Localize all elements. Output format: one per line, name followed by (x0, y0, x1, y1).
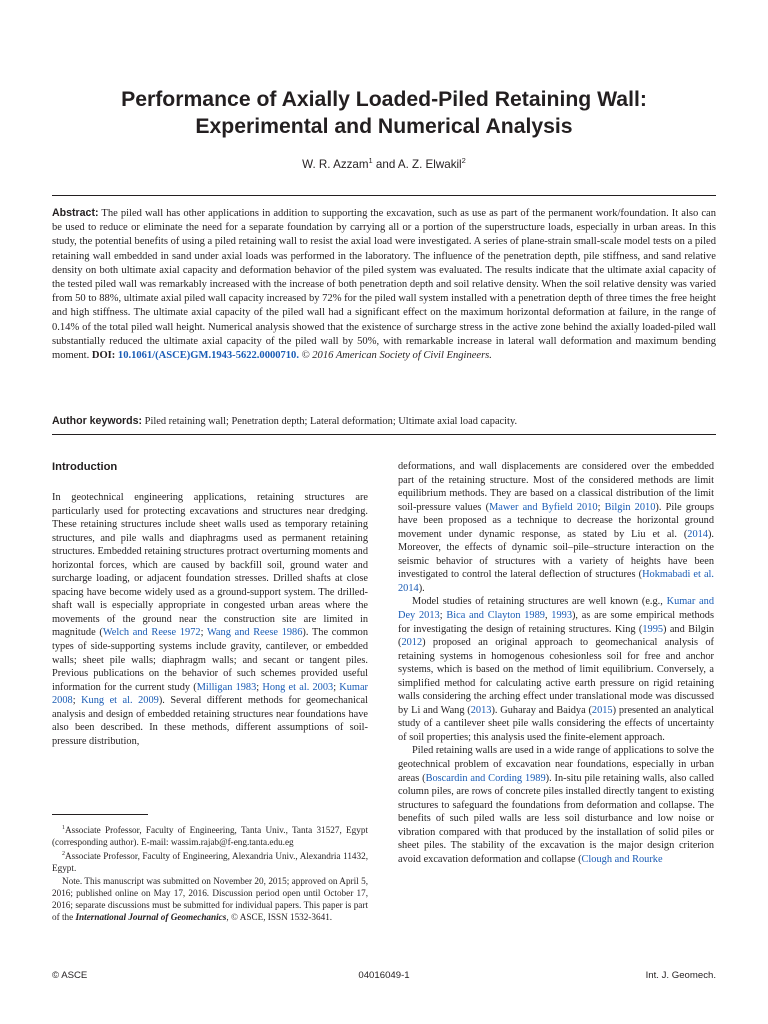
right-column (398, 460, 714, 866)
footer-copyright: © ASCE (52, 970, 88, 981)
text-run: ). Pile groups have been proposed as a technique to decrease the horizontal ground movement under dynamic response, as stated by Liu et al. ( (398, 501, 715, 540)
text-run: ) proposed an original approach to geomechanical analysis of retaining systems in homogenous cohesionless soil for free and anchor systems, which is based on the method of limit equilibrium. Conversely, a simplified method for calculating active earth pressure on rigid retaining walls considering the arching effect under translational mode was discussed by Li and Wang ( (398, 637, 714, 716)
author-1-mark: 1 (368, 156, 373, 165)
citation-link[interactable]: 2015 (591, 704, 613, 716)
footnote-mark: 2 (62, 851, 65, 858)
citation-link[interactable]: Hong et al. 2003 (262, 681, 334, 693)
text-run: ), as are some empirical methods for investigating the design of retaining structures. King ( (398, 610, 714, 635)
text-run: ). Moreover, the effects of dynamic soil–pile–structure interaction on the seismic behavior of structures with a variety of heights have been investigated to control the lateral deflection of structures ( (398, 528, 714, 581)
author-2-mark: 2 (461, 156, 466, 165)
footer-article-number: 04016049-1 (358, 970, 410, 981)
text-run: ; (439, 610, 447, 622)
author-line (60, 156, 708, 171)
text-run: In geotechnical engineering applications, retaining structures are particularly used for protecting excavations and structures near dredging. These retaining structures include sheet walls used as temporary retaining structures, and pile walls and diaphragms used as permanent retaining structures. Embedded retaining structures protract overturning moments and horizontal forces, which are caused by backfill soil, ground water and surcharge loading, or adjacent foundation stresses. Drilled shafts at close spacing have become widely used as a ground-support system. The drilled-shaft wall is especially appropriate in congested urban areas where the movements of the ground near the construction site are limited in magnitude ( (52, 492, 368, 639)
footnote-mark: 1 (62, 825, 65, 831)
keywords-text: Piled retaining wall; Penetration depth; Lateral deformation; Ultimate axial load capacity. (144, 416, 518, 427)
text-run: ). Several different methods for geomechanical analysis and design of embedded retaining structures near foundations have also been described. In these methods, different assumptions of soil-pressure distribution, (52, 695, 368, 747)
text-run: ). The common types of side-supporting systems include gravity, cantilever, or embedded walls; sheet pile walls; diaphragm walls; and secant or tangent piles. Previous publications on the behavior of such schemes provided useful information for the current study ( (52, 627, 369, 693)
citation-link[interactable]: 2013 (470, 704, 492, 716)
text-run: ; (200, 627, 207, 639)
section-heading-introduction: Introduction (52, 461, 118, 473)
citation-link[interactable]: Milligan 1983 (196, 681, 257, 693)
intro-paragraph-1-cont (398, 460, 714, 595)
manuscript-note (52, 875, 368, 923)
abstract-bottom-rule (52, 434, 716, 435)
citation-link[interactable]: 1995 (642, 623, 664, 635)
text-run: ; (597, 501, 605, 513)
abstract-top-rule (52, 195, 716, 196)
keywords-label: Author keywords: (52, 415, 143, 427)
abstract-label: Abstract: (52, 207, 99, 219)
author-keywords (52, 414, 716, 429)
text-run: , (544, 610, 552, 622)
intro-paragraph-2 (398, 595, 714, 744)
note-text: , © ASCE, ISSN 1532-3641. (226, 911, 333, 922)
text-run: Model studies of retaining structures are well known (e.g., (412, 596, 667, 608)
citation-link[interactable]: Bica and Clayton 1989 (446, 610, 545, 622)
citation-link[interactable]: Boscardin and Cording 1989 (425, 772, 546, 784)
footnote-1 (52, 822, 368, 848)
text-run: ; (72, 695, 82, 707)
text-run: ). Guharay and Baidya ( (491, 704, 592, 716)
author-conjunction: and (372, 157, 398, 171)
text-run: ). (418, 582, 425, 594)
doi-link[interactable]: 10.1061/(ASCE)GM.1943-5622.0000710. (117, 350, 299, 362)
intro-paragraph-1 (52, 491, 368, 748)
text-run: ; (256, 681, 263, 693)
citation-link[interactable]: Clough and Rourke (581, 853, 663, 865)
citation-link[interactable]: Bilgin 2010 (604, 501, 656, 513)
citation-link[interactable]: Wang and Reese 1986 (207, 627, 303, 639)
footer-journal: Int. J. Geomech. (645, 970, 716, 981)
citation-link[interactable]: 2012 (401, 637, 423, 649)
author-1: W. R. Azzam (302, 157, 369, 171)
text-run: ; (333, 681, 340, 693)
footnotes (52, 822, 368, 923)
citation-link[interactable]: Kumar 2008 (52, 681, 369, 707)
citation-link[interactable]: Mawer and Byfield 2010 (489, 501, 598, 513)
citation-link[interactable]: Hokmabadi et al. 2014 (398, 569, 714, 594)
journal-name: International Journal of Geomechanics (75, 911, 227, 922)
text-run: Piled retaining walls are used in a wide range of applications to solve the geotechnical problem of excavation near foundations, especially in urban areas ( (398, 745, 714, 784)
text-run: ) presented an analytical study of a cantilever sheet pile walls considering the effects of uncertainty of soil properties; this analysis used the finite-element approach. (398, 704, 714, 743)
citation-link[interactable]: Kung et al. 2009 (81, 695, 159, 707)
intro-paragraph-3 (398, 744, 714, 866)
citation-link[interactable]: 1993 (551, 610, 572, 622)
text-run: ). In-situ pile retaining walls, also called column piles, are rows of concrete piles installed directly tangent to existing structures to safeguard the foundations from deformation and collapse. The benefits of such piled walls are less soil disturbance and low noise or vibration compared with that produced by the installation of solid piles or sheet piles. The stability of the excavation is the major design criterion avoid excavation deformation and collapse ( (398, 772, 714, 865)
citation-link[interactable]: Welch and Reese 1972 (102, 627, 201, 639)
author-2: A. Z. Elwakil (397, 157, 462, 171)
doi-label: DOI: (91, 350, 116, 362)
text-run: deformations, and wall displacements are considered over the embedded part of the retaining structure. Most of the considered methods are limit equilibrium methods. They are based on a classical distribution of the limit soil-pressure values ( (398, 461, 714, 513)
text-run: ) and Bilgin ( (398, 623, 714, 649)
footnote-text: Associate Professor, Faculty of Engineering, Tanta Univ., Tanta 31527, Egypt (corresponding author). E-mail: wassim.rajab@f-eng.tanta.edu.eg (52, 825, 368, 848)
footnote-2 (52, 848, 368, 874)
footnote-text: Associate Professor, Faculty of Engineering, Alexandria Univ., Alexandria 11432, Egypt. (52, 851, 368, 874)
citation-link[interactable]: 2014 (687, 528, 708, 540)
note-text: Note. This manuscript was submitted on November 20, 2015; approved on April 5, 2016; published online on May 17, 2016. Discussion period open until October 17, 2016; separate discussions must be submitted for individual papers. This paper is part of the (52, 875, 368, 922)
abstract-body: The piled wall has other applications in addition to supporting the excavation, such as use as part of the permanent work/foundation. It also can be used to reduce or eliminate the need for a separate foundation by carrying all or a portion of the superstructure loads, especially in urban areas. In this study, the potential benefits of using a piled retaining wall to resist the axial load were investigated. A series of plane-strain small-scale model tests on a piled retaining wall embedded in sand under axial loads was performed in the laboratory. The influence of the penetration depth, pile stiffness, and sand relative density on both ultimate axial capacity and deformation behavior of the piled system was evaluated. The results indicate that the ultimate axial capacity of the tested piled wall was remarkably increased with the increase of both penetration depth and soil relative density. When the soil relative density was varied from 50 to 88%, ultimate axial piled wall capacity increased by 72% for the piled wall system installed with a penetration depth of three times the free height and high stiffness. The ultimate axial capacity of the piled wall had a significant effect on the maximum horizontal deformation at failure, in the range of 0.14% of the total piled wall height. Numerical analysis showed that the existence of surcharge stress in the active zone behind the axially loaded-piled wall substantially reduced the ultimate axial capacity of the piled wall by 50%, with remarkable increase in lateral wall deformation and maximum bending moment. (52, 208, 716, 362)
abstract-copyright: © 2016 American Society of Civil Engineers. (301, 350, 492, 362)
abstract (52, 206, 716, 363)
citation-link[interactable]: Kumar and Dey 2013 (398, 596, 714, 622)
left-column (52, 460, 368, 748)
paper-title: Performance of Axially Loaded-Piled Retaining Wall: Experimental and Numerical Analysis (121, 88, 647, 138)
footnote-rule (52, 814, 148, 815)
